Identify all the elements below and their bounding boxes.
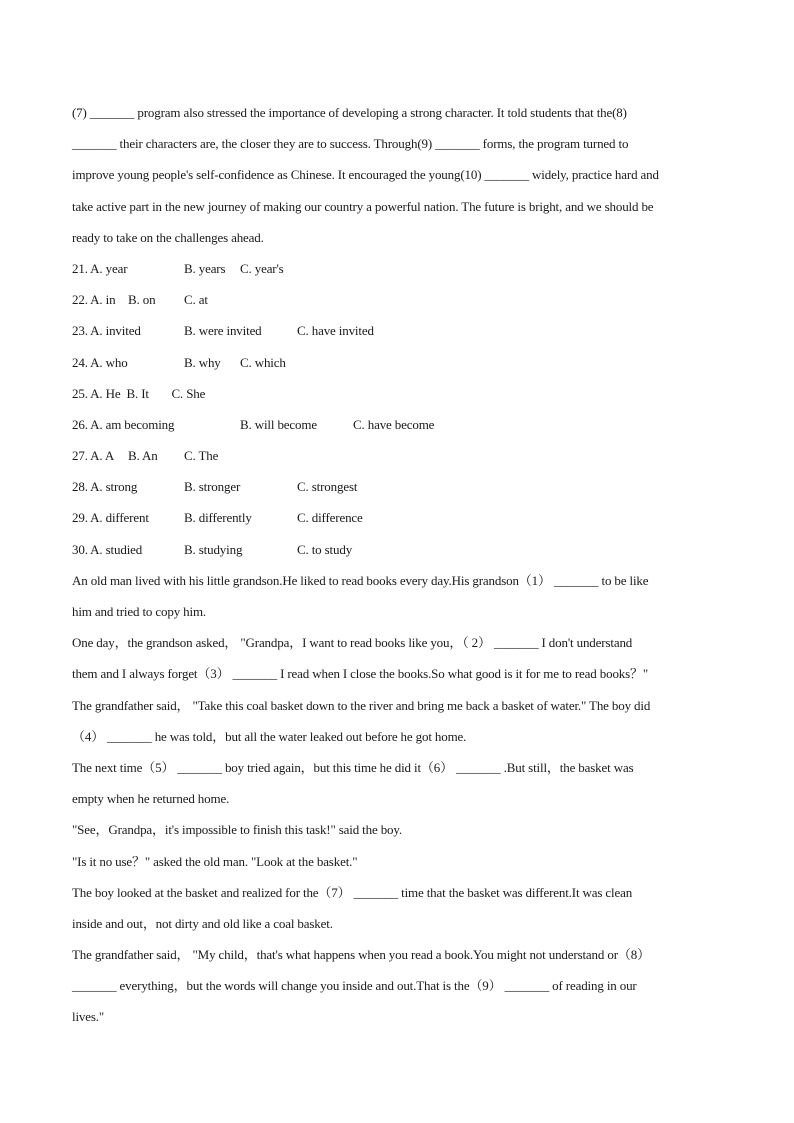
- option-a: 22. A. in: [72, 292, 116, 308]
- passage-line: An old man lived with his little grandson.He liked to read books every day.His grandson（1） _______ to be like: [72, 572, 649, 588]
- option-row-21: [72, 253, 732, 284]
- passage-1: [72, 97, 732, 253]
- passage-line: The boy looked at the basket and realized for the（7） _______ time that the basket was different.It was clean: [72, 884, 633, 900]
- option-a: 21. A. year: [72, 260, 128, 276]
- worksheet-page: [72, 97, 732, 1033]
- option-b: B. It: [126, 385, 149, 401]
- option-c: C. The: [184, 448, 219, 464]
- option-row-26: [72, 409, 732, 440]
- option-a: 25. A. He: [72, 385, 121, 401]
- passage-line: empty when he returned home.: [72, 791, 230, 807]
- option-row-29: [72, 502, 732, 533]
- passage-line: "Is it no use？" asked the old man. "Look at the basket.": [72, 853, 358, 869]
- option-c: C. have become: [353, 416, 435, 432]
- option-row-23: [72, 315, 732, 346]
- option-a: 23. A. invited: [72, 323, 141, 339]
- passage-line: lives.": [72, 1009, 105, 1025]
- option-a: 28. A. strong: [72, 479, 138, 495]
- option-b: B. on: [128, 292, 156, 308]
- option-a: 27. A. A: [72, 448, 115, 464]
- option-a: 29. A. different: [72, 510, 149, 526]
- option-c: C. to study: [297, 541, 353, 557]
- passage-line: ready to take on the challenges ahead.: [72, 229, 264, 245]
- option-b: B. why: [184, 354, 221, 370]
- passage-line: inside and out，not dirty and old like a coal basket.: [72, 915, 333, 931]
- option-row-28: [72, 471, 732, 502]
- option-c: C. at: [184, 292, 208, 308]
- passage-line: （4） _______ he was told，but all the water leaked out before he got home.: [72, 728, 467, 744]
- option-row-22: [72, 284, 732, 315]
- option-c: C. She: [171, 385, 206, 401]
- option-b: B. years: [184, 260, 226, 276]
- option-b: B. differently: [184, 510, 252, 526]
- passage-line: One day，the grandson asked， "Grandpa，I want to read books like you，（ 2） _______ I don't understand: [72, 635, 633, 651]
- option-c: C. difference: [297, 510, 363, 526]
- passage-line: them and I always forget（3） _______ I read when I close the books.So what good is it for me to read books？": [72, 666, 649, 682]
- passage-line: improve young people's self-confidence as Chinese. It encouraged the young(10) _______ widely, practice hard and: [72, 167, 659, 183]
- passage-line: _______ everything，but the words will change you inside and out.That is the（9） _______ of reading in our: [72, 978, 637, 994]
- passage-line: _______ their characters are, the closer they are to success. Through(9) _______ forms, the program turned to: [72, 136, 629, 152]
- option-a: 30. A. studied: [72, 541, 143, 557]
- option-c: C. which: [240, 354, 286, 370]
- option-row-24: [72, 347, 732, 378]
- answer-options: [72, 253, 732, 565]
- option-c: C. strongest: [297, 479, 358, 495]
- option-b: B. will become: [240, 416, 317, 432]
- option-row-30: [72, 534, 732, 565]
- passage-line: (7) _______ program also stressed the importance of developing a strong character. It told students that the(8): [72, 105, 627, 120]
- option-b: B. An: [128, 448, 158, 464]
- option-b: B. studying: [184, 541, 243, 557]
- option-c: C. have invited: [297, 323, 374, 339]
- option-row-25: [72, 378, 732, 409]
- passage-2: [72, 565, 732, 1033]
- passage-line: take active part in the new journey of making our country a powerful nation. The future is bright, and we should be: [72, 198, 654, 214]
- option-c: C. year's: [240, 260, 284, 276]
- option-a: 26. A. am becoming: [72, 416, 175, 432]
- passage-line: The next time（5） _______ boy tried again，but this time he did it（6） _______ .But still，the basket was: [72, 759, 634, 775]
- option-b: B. were invited: [184, 323, 262, 339]
- passage-line: him and tried to copy him.: [72, 604, 207, 619]
- passage-line: The grandfather said， "My child，that's what happens when you read a book.You might not understand or（8）: [72, 947, 650, 963]
- option-a: 24. A. who: [72, 354, 128, 370]
- passage-line: The grandfather said， "Take this coal basket down to the river and bring me back a basket of water." The boy did: [72, 697, 651, 713]
- passage-line: "See，Grandpa，it's impossible to finish this task!" said the boy.: [72, 822, 403, 838]
- option-b: B. stronger: [184, 479, 241, 495]
- option-row-27: [72, 440, 732, 471]
